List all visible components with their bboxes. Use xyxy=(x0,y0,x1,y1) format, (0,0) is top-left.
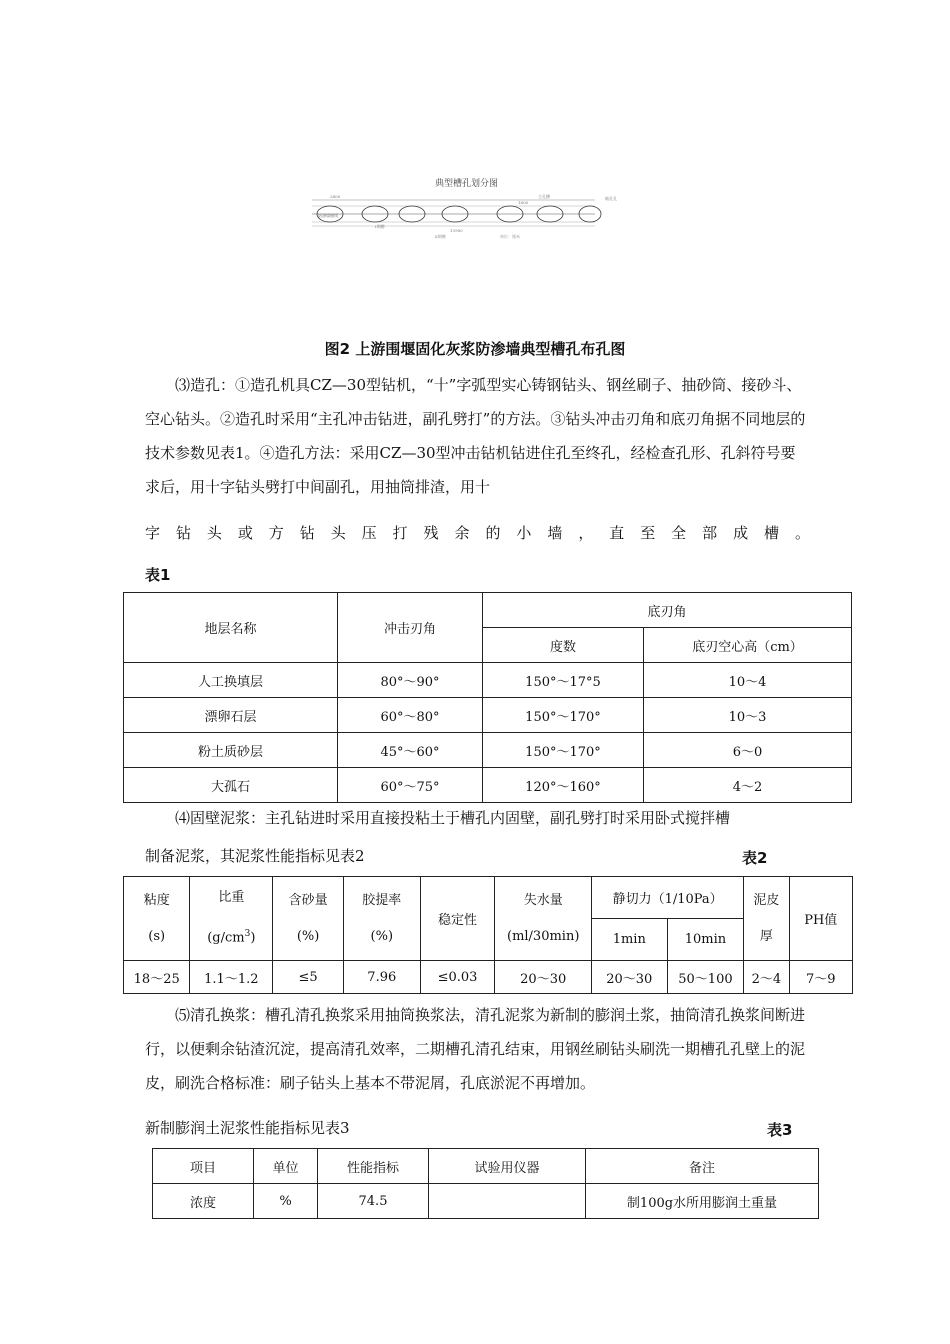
table-cell: 制100g水所用膨润土重量 xyxy=(586,1184,819,1219)
table-header-cell: 10min xyxy=(667,919,744,961)
table-header-cell xyxy=(190,877,273,961)
slot-layout-svg xyxy=(300,170,630,240)
diagram-title: 典型槽孔划分图 xyxy=(435,179,499,189)
table-cell: 20～30 xyxy=(591,961,667,994)
table-row xyxy=(153,1149,819,1184)
table1 xyxy=(123,592,852,803)
label-left-note: 防渗墙轴线 xyxy=(318,213,338,218)
density-unit-a: (g/cm xyxy=(207,930,245,946)
paragraph-drilling-last: 字钻头或方钻头压打残余的小墙，直至全部成槽。 xyxy=(145,524,810,542)
header-mudcake-b: 厚 xyxy=(759,928,773,944)
paragraph-drilling: ⑶造孔：①造孔机具CZ—30型钻机，“十”字弧型实心铸钢钻头、钢丝刷子、抽砂筒、接砂斗、空心钻头。②造孔时采用“主孔冲击钻进，副孔劈打”的方法。③钻头冲击刃角和底刃角据不同地层的技术参数见表1。④造孔方法：采用CZ—30型冲击钻机钻进住孔至终孔，经检查孔形、孔斜符号要求后，用十字钻头劈打中间副孔，用抽筒排渣，用十 xyxy=(145,376,806,496)
label-mid-note: Ⅰ期槽 xyxy=(375,224,385,229)
table-cell: 10～3 xyxy=(644,698,852,733)
table-row xyxy=(124,698,852,733)
table-row xyxy=(124,663,852,698)
table-row xyxy=(153,1184,819,1219)
figure-caption: 图2 上游围堰固化灰浆防渗墙典型槽孔布孔图 xyxy=(324,340,626,358)
label-top-right-b: 1600 xyxy=(518,200,529,205)
label-top-right-a: 主孔槽 xyxy=(538,194,550,199)
label-bottom-left: Ⅱ期槽 xyxy=(435,234,446,239)
table-header-cell xyxy=(744,877,789,961)
table-cell: 120°～160° xyxy=(483,768,644,803)
table-header-cell: 度数 xyxy=(483,628,644,663)
table-cell: 20～30 xyxy=(495,961,592,994)
table-cell: 人工换填层 xyxy=(124,663,338,698)
table-cell: 10～4 xyxy=(644,663,852,698)
header-colloid: 胶提率 xyxy=(362,892,402,908)
table2-label: 表2 xyxy=(742,849,768,867)
header-mudcake-a: 泥皮 xyxy=(753,892,780,908)
table-cell: 4～2 xyxy=(644,768,852,803)
table-header-cell xyxy=(495,877,592,961)
table-cell: 2～4 xyxy=(744,961,789,994)
paragraph-bentonite-intro: 新制膨润土泥浆性能指标见表3 xyxy=(145,1119,350,1137)
table-cell: 60°～80° xyxy=(338,698,483,733)
header-colloid-unit: (%) xyxy=(370,928,394,944)
table-header-cell: 试验用仪器 xyxy=(429,1149,586,1184)
table-cell: 粉土质砂层 xyxy=(124,733,338,768)
density-unit-sup: 3 xyxy=(244,929,251,940)
header-water-loss: 失水量 xyxy=(523,892,563,908)
dim-label-bottom: 13900 xyxy=(450,228,463,233)
table-row xyxy=(124,733,852,768)
table-cell: 18～25 xyxy=(124,961,190,994)
table-cell: ≤0.03 xyxy=(420,961,495,994)
table-row xyxy=(124,961,853,994)
table-cell: 漂卵石层 xyxy=(124,698,338,733)
label-right-note: 轴孔孔 xyxy=(605,196,617,201)
label-bottom-right: 单位：厘米 xyxy=(500,234,520,239)
table-header-cell: 静切力（1/10Pa） xyxy=(591,877,743,919)
dim-label-top-left: 2400 xyxy=(330,194,341,199)
table-cell: 150°～170° xyxy=(483,733,644,768)
paragraph-wall-mud: ⑷固壁泥浆：主孔钻进时采用直接投粘土于槽孔内固壁，副孔劈打时采用卧式搅拌槽 xyxy=(175,809,731,827)
table-header-cell: 底刃空心高（cm） xyxy=(644,628,852,663)
table-cell: 7～9 xyxy=(789,961,852,994)
table-header-cell xyxy=(124,877,190,961)
table3-label: 表3 xyxy=(767,1121,793,1139)
table-cell: 1.1～1.2 xyxy=(190,961,273,994)
slot-layout-diagram xyxy=(300,170,630,240)
table-header-cell: 备注 xyxy=(586,1149,819,1184)
table-cell: 6～0 xyxy=(644,733,852,768)
header-water-loss-unit: (ml/30min) xyxy=(507,928,580,944)
table-cell: 50～100 xyxy=(667,961,744,994)
header-density-unit xyxy=(194,916,268,956)
table-header-cell: 性能指标 xyxy=(318,1149,429,1184)
table-row xyxy=(124,877,853,919)
table-header-cell: 1min xyxy=(591,919,667,961)
table2 xyxy=(123,876,853,994)
header-viscosity: 粘度 xyxy=(143,892,170,908)
table-cell: 7.96 xyxy=(343,961,420,994)
table-cell: 60°～75° xyxy=(338,768,483,803)
table-cell: 150°～170° xyxy=(483,698,644,733)
paragraph-wall-mud-b: 制备泥浆，其泥浆性能指标见表2 xyxy=(145,847,365,865)
table-cell: 150°～17°5 xyxy=(483,663,644,698)
table-cell: % xyxy=(254,1184,318,1219)
table-header-cell: 稳定性 xyxy=(420,877,495,961)
table-row xyxy=(124,593,852,628)
table-header-cell: 单位 xyxy=(254,1149,318,1184)
table-cell: 80°～90° xyxy=(338,663,483,698)
table-header-cell: PH值 xyxy=(789,877,852,961)
table-cell xyxy=(429,1184,586,1219)
density-unit-b: ) xyxy=(250,930,256,946)
header-density: 比重 xyxy=(218,890,245,906)
table-header-cell xyxy=(343,877,420,961)
table-header-cell: 冲击刃角 xyxy=(338,593,483,663)
table-cell: 45°～60° xyxy=(338,733,483,768)
table-row xyxy=(124,768,852,803)
table-cell: 74.5 xyxy=(318,1184,429,1219)
table-cell: ≤5 xyxy=(273,961,344,994)
table-cell: 大孤石 xyxy=(124,768,338,803)
table-header-cell xyxy=(273,877,344,961)
table-cell: 浓度 xyxy=(153,1184,254,1219)
table-header-cell: 项目 xyxy=(153,1149,254,1184)
header-sand-unit: (%) xyxy=(296,928,320,944)
paragraph-hole-cleaning: ⑸清孔换浆：槽孔清孔换浆采用抽筒换浆法，清孔泥浆为新制的膨润土浆，抽筒清孔换浆间断进行，以便剩余钻渣沉淀，提高清孔效率，二期槽孔清孔结束，用钢丝刷钻头刷洗一期槽孔孔壁上的泥皮，刷洗合格标准：刷子钻头上基本不带泥屑，孔底淤泥不再增加。 xyxy=(145,1006,806,1092)
table-header-cell: 地层名称 xyxy=(124,593,338,663)
header-sand: 含砂量 xyxy=(288,892,328,908)
table3 xyxy=(152,1148,819,1219)
table-header-cell: 底刃角 xyxy=(483,593,852,628)
table1-label: 表1 xyxy=(145,566,171,584)
header-viscosity-unit: (s) xyxy=(148,928,166,944)
